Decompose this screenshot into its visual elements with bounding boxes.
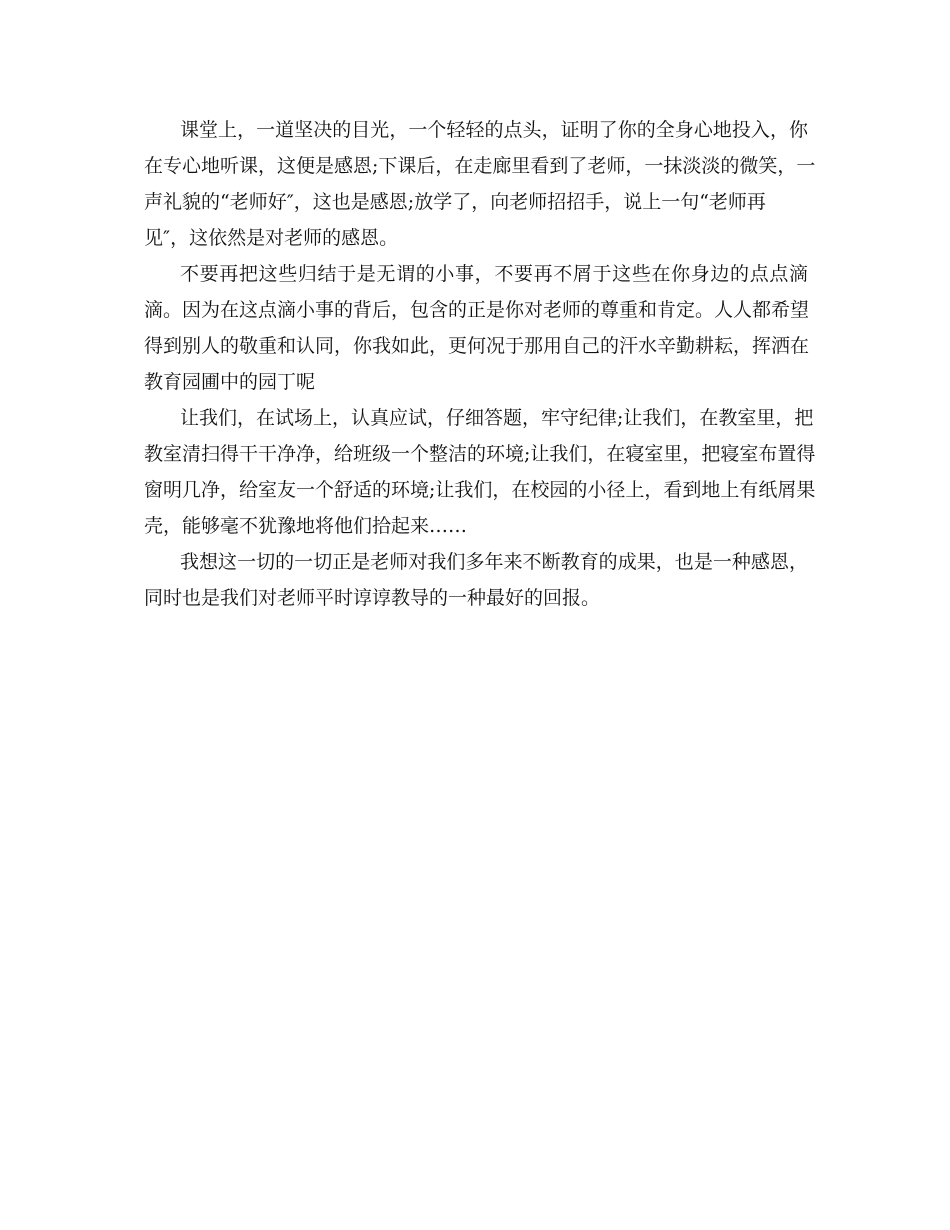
paragraph-line: 让我们，在试场上，认真应试，仔细答题，牢守纪律;让我们，在教室里，把 <box>180 407 814 429</box>
paragraph-conclusion <box>144 544 808 616</box>
paragraph-line: 窗明几净，给室友一个舒适的环境;让我们，在校园的小径上，看到地上有纸屑果 <box>144 479 816 501</box>
paragraph-line: 声礼貌的“老师好″，这也是感恩;放学了，向老师招招手，说上一句“老师再 <box>144 191 766 213</box>
paragraph-line: 在专心地听课，这便是感恩;下课后，在走廊里看到了老师，一抹淡淡的微笑，一 <box>144 155 816 177</box>
document-body <box>144 112 816 616</box>
paragraph-line: 见″，这依然是对老师的感恩。 <box>144 227 399 249</box>
paragraph-small-things <box>144 256 808 400</box>
paragraph-line: 滴。因为在这点滴小事的背后，包含的正是你对老师的尊重和肯定。人人都希望 <box>144 299 810 321</box>
paragraph-gratitude-actions <box>144 112 816 256</box>
paragraph-line: 我想这一切的一切正是老师对我们多年来不断教育的成果，也是一种感恩， <box>180 551 808 573</box>
paragraph-lets-do <box>144 400 816 544</box>
paragraph-line: 教育园圃中的园丁呢 <box>144 371 316 393</box>
paragraph-line: 得到别人的敬重和认同，你我如此，更何况于那用自己的汗水辛勤耕耘，挥洒在 <box>144 335 810 357</box>
paragraph-line: 课堂上，一道坚决的目光，一个轻轻的点头，证明了你的全身心地投入，你 <box>180 119 808 141</box>
paragraph-line: 教室清扫得干干净净，给班级一个整洁的环境;让我们，在寝室里，把寝室布置得 <box>144 443 816 465</box>
paragraph-line: 同时也是我们对老师平时谆谆教导的一种最好的回报。 <box>144 587 601 609</box>
paragraph-line: 壳，能够毫不犹豫地将他们拾起来…… <box>144 515 468 537</box>
paragraph-line: 不要再把这些归结于是无谓的小事，不要再不屑于这些在你身边的点点滴 <box>180 263 808 285</box>
